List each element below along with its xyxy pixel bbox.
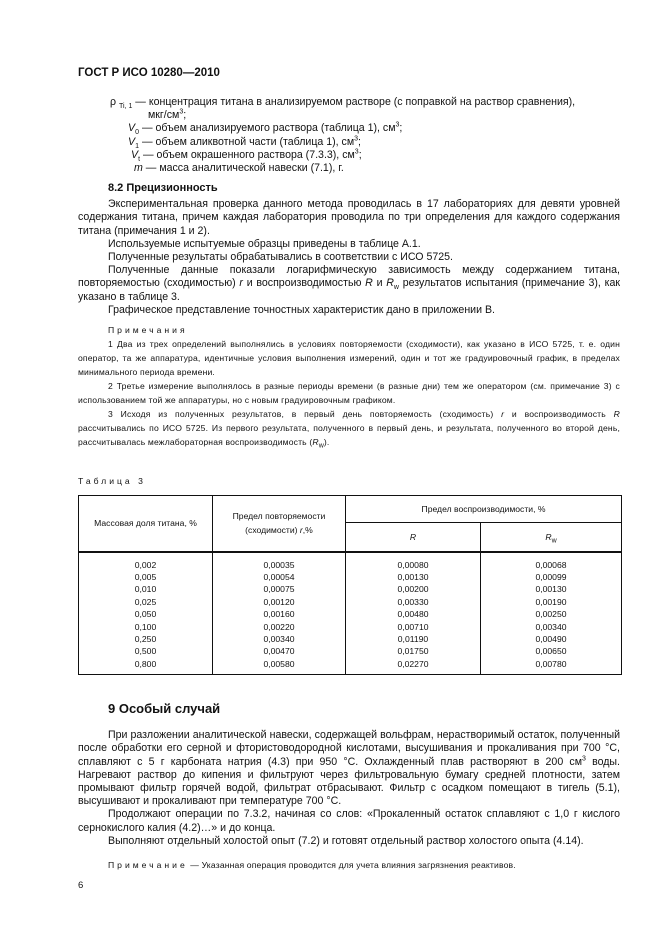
paragraph: Продолжают операции по 7.3.2, начиная со слов: «Прокаленный остаток сплавляют с 1,0 г кислого сернокислого калия (4.2)…» и до конца. (78, 808, 620, 834)
table-cell: 0,01750 (397, 646, 429, 657)
notes-title: Примечания (108, 325, 188, 336)
note-2: 2 Третье измерение выполнялось в разные периоды времени (в разные дни) тем же оператором (см. примечание 3) с использованием той же аппаратуры, но с новым градуировочным графиком. (78, 381, 620, 406)
table-caption: Таблица 3 (78, 476, 146, 487)
table-cell: 0,00068 (535, 559, 567, 570)
table-cell: 0,00190 (535, 596, 567, 607)
table-cell: 0,00650 (535, 646, 567, 657)
table-cell: 0,500 (134, 646, 157, 657)
paragraph: Полученные данные показали логарифмическую зависимость между содержанием титана, повторяемостью (сходимостью) r и воспроизводимостью R и $R_w$ результатов испытания (примечание 3), как указано в таблице 3. (78, 264, 620, 303)
table-cell: 0,00054 (263, 571, 295, 582)
table-cell: 0,02270 (397, 658, 429, 669)
table-cell: 0,00130 (397, 571, 429, 582)
table-data-row (79, 552, 622, 675)
paragraph: Экспериментальная проверка данного метода проводилась в 17 лабораториях для девяти уровней содержания титана, причем каждая лаборатория проводила по три определения для каждого содержания титана (примечания 1 и 2). (78, 198, 620, 237)
notes-block (78, 323, 620, 449)
table-cell: 0,00075 (263, 584, 295, 595)
definition-rho: ρ $_{Ti, 1}$ — концентрация титана в анализируемом растворе (с поправкой на раствор сравнения), (110, 96, 576, 111)
paragraph: Графическое представление точностных характеристик дано в приложении В. (108, 303, 495, 316)
Rw-column (481, 552, 622, 675)
section-9-title: 9 Особый случай (108, 701, 221, 717)
table-cell: 0,800 (134, 658, 157, 669)
table-cell: 0,00200 (397, 584, 429, 595)
mass-column (79, 552, 213, 675)
table-cell: 0,00580 (263, 658, 295, 669)
table-cell: 0,050 (134, 609, 157, 620)
table-cell: 0,00480 (397, 609, 429, 620)
table-cell: 0,250 (134, 633, 157, 644)
page-content (78, 0, 620, 932)
table-cell: 0,00160 (263, 609, 295, 620)
table-cell: 0,010 (134, 584, 157, 595)
definition-rho-cont: мкг/$см^3$; (148, 108, 187, 122)
definition-m: m — масса аналитической навески (7.1), г. (134, 162, 344, 175)
col-header-r: Предел повторяемости (сходимости) r,% (213, 496, 346, 552)
table-cell: 0,002 (134, 559, 157, 570)
table-cell: 0,00099 (535, 571, 567, 582)
table-cell: 0,100 (134, 621, 157, 632)
col-header-R: R (346, 523, 481, 552)
col-header-reproducibility: Предел воспроизводимости, % (346, 496, 622, 523)
paragraph: Используемые испытуемые образцы приведены в таблице А.1. (108, 237, 421, 250)
section-9-note: Примечание — Указанная операция проводится для учета влияния загрязнения реактивов. (108, 860, 516, 871)
table-cell: 0,00470 (263, 646, 295, 657)
table-cell: 0,00120 (263, 596, 295, 607)
table-cell: 0,00080 (397, 559, 429, 570)
col-header-mass: Массовая доля титана, % (79, 496, 213, 552)
note-3: 3 Исходя из полученных результатов, в первый день повторяемость (сходимость) r и воспроизводимость R рассчитывались по ИСО 5725. Из первого результата, полученного в первый день, и результата, полученного во второй день, рассчитывалась межлабораторная воспроизводимость $(R_w)$. (78, 409, 620, 450)
section-9-body (78, 729, 620, 848)
precision-table (78, 495, 622, 675)
section-8-2-title: 8.2 Прецизионность (108, 182, 218, 195)
variable-definitions (78, 96, 620, 175)
R-column (346, 552, 481, 675)
section-8-2-body (78, 198, 620, 317)
table-cell: 0,00330 (397, 596, 429, 607)
page-number: 6 (78, 880, 84, 892)
r-column (213, 552, 346, 675)
table-cell: 0,025 (134, 596, 157, 607)
definition-v0: $V_0$ — объем анализируемого раствора (таблица 1), $см^3$; (128, 121, 403, 137)
paragraph: При разложении аналитической навески, содержащей вольфрам, нерастворимый остаток, полученный после обработки его серной и фтористоводородной кислотами, высушивания и прокаливания при 700 °С, сплавляют с 5 г карбоната натрия (4.3) при 950 °С. Охлажденный плав растворяют в 200 $см^3$ воды. Нагревают раствор до кипения и фильтруют через фильтровальную бумагу средней плотности, затем промывают фильтр горячей водой, фильтрат отбрасывают. Фильтр с осадком помещают в тигель (5.1), высушивают и прокаливают при температуре 700 °С. (78, 729, 620, 808)
paragraph: Полученные результаты обрабатывались в соответствии с ИСО 5725. (108, 251, 453, 264)
table-cell: 0,00035 (263, 559, 295, 570)
table-cell: 0,01190 (397, 633, 429, 644)
document-header: ГОСТ Р ИСО 10280—2010 (78, 67, 220, 79)
table-cell: 0,00130 (535, 584, 567, 595)
table-cell: 0,00220 (263, 621, 295, 632)
table-cell: 0,00340 (263, 633, 295, 644)
table-cell: 0,00340 (535, 621, 567, 632)
table-cell: 0,00710 (397, 621, 429, 632)
paragraph: Выполняют отдельный холостой опыт (7.2) и готовят отдельный раствор холостого опыта (4.14). (108, 834, 584, 847)
table-cell: 0,00490 (535, 633, 567, 644)
table-cell: 0,00250 (535, 609, 567, 620)
definition-v1: $V_1$ — объем аликвотной части (таблица 1), $см^3$; (128, 135, 361, 150)
col-header-Rw: $R_w$ (481, 523, 622, 552)
table-cell: 0,00780 (535, 658, 567, 669)
definition-vt: $V_t$ — объем окрашенного раствора (7.3.3), $см^3$; (131, 148, 362, 163)
table-cell: 0,005 (134, 571, 157, 582)
note-1: 1 Два из трех определений выполнялись в условиях повторяемости (сходимости), как указано в ИСО 5725, т. е. один оператор, та же аппаратура, идентичные условия выполнения измерений, один и тот же градуировочный график, в пределах минимального периода времени. (78, 339, 620, 378)
